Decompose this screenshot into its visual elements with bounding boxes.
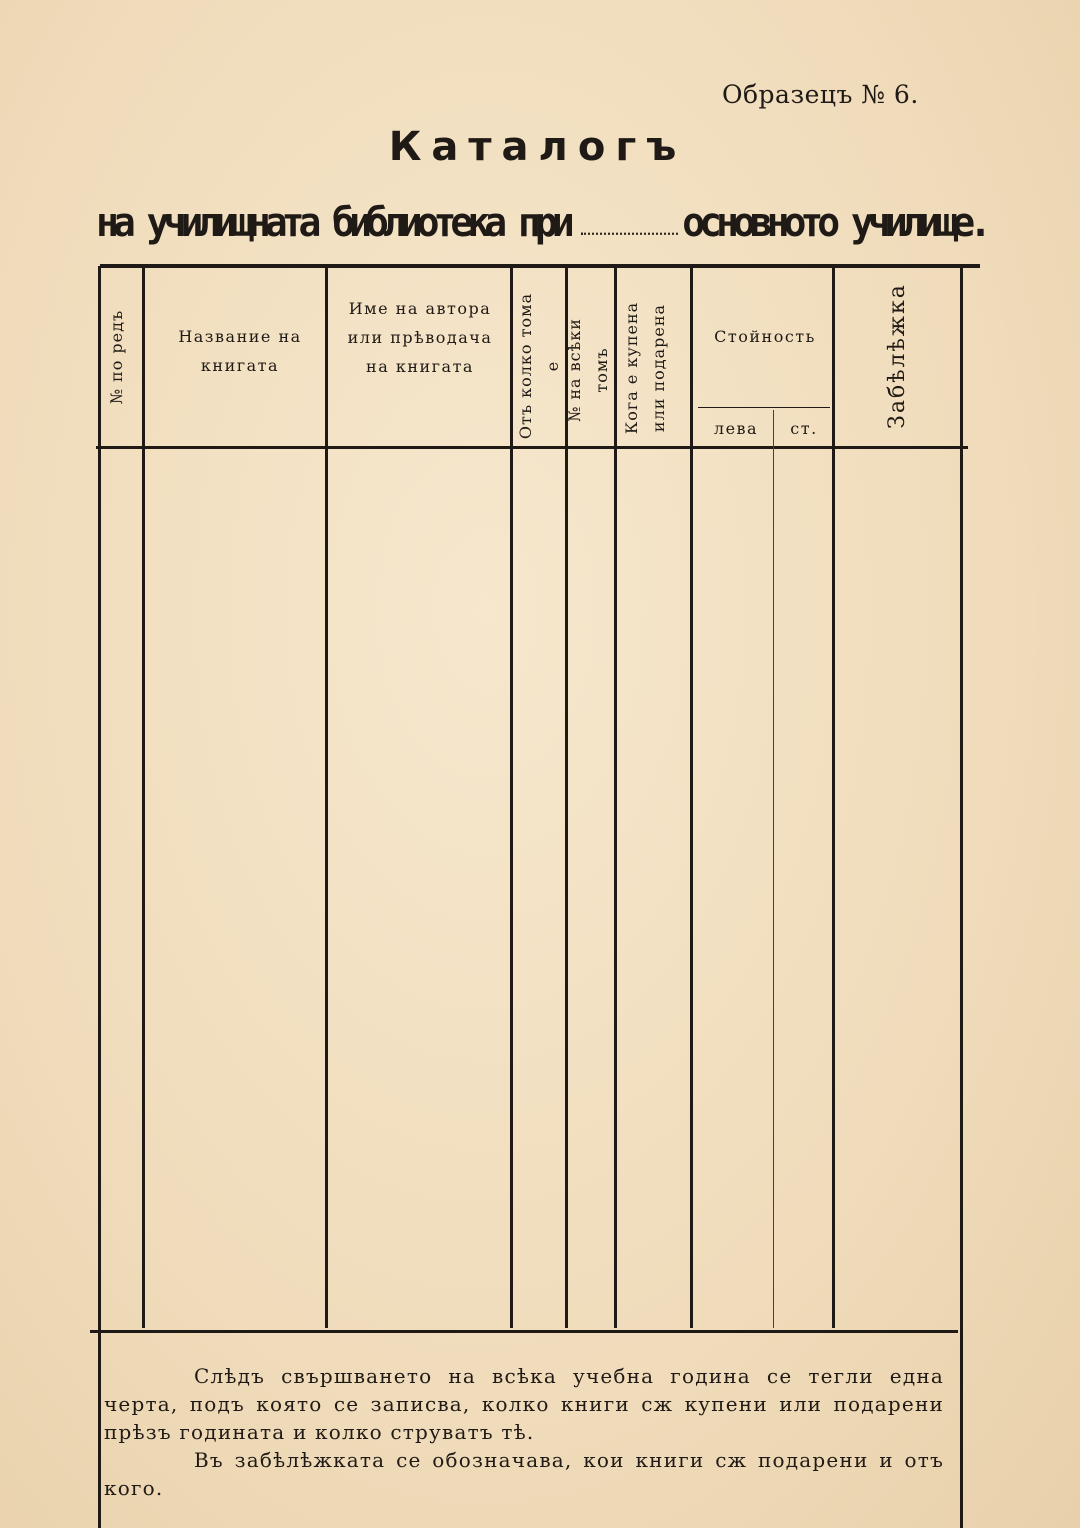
subtitle-right: основното училище. xyxy=(682,199,986,246)
header-value-leva: лева xyxy=(713,419,759,438)
subtitle-left: на училищната библиотека при xyxy=(96,199,569,246)
footnote-paragraph-2: Въ забѣлѣжката се обозначава, кои книги сж подарени и отъ кого. xyxy=(104,1448,944,1500)
header-volumes-total: Отъ колко тома е xyxy=(516,292,562,440)
column-rule xyxy=(960,266,963,1528)
footnote xyxy=(104,1362,944,1502)
subtitle xyxy=(96,191,986,246)
column-rule xyxy=(832,266,835,1328)
sample-number: Образецъ № 6. xyxy=(722,80,919,109)
header-book-title: Название на книгата xyxy=(178,327,302,375)
table-top-rule xyxy=(100,264,980,268)
footnote-paragraph-1: Слѣдъ свършването на всѣка учебна година се тегли една черта, подъ която се записва, колко книги сж купени или подарени прѣзъ годината и колко струватъ тѣ. xyxy=(104,1364,944,1444)
column-rule xyxy=(325,266,328,1328)
value-subdivider xyxy=(698,407,830,408)
header-value: Стойность xyxy=(714,327,816,346)
column-rule xyxy=(773,410,774,1328)
table-bottom-rule xyxy=(90,1330,958,1333)
header-acquired: Кога е купена или подарена xyxy=(622,301,668,435)
header-author: Име на автора или прѣводача на книгата xyxy=(347,299,493,376)
header-order-no: № по редъ xyxy=(107,309,126,405)
column-rule xyxy=(142,266,145,1328)
page-title: Каталогъ xyxy=(388,124,687,170)
header-volume-no: № на всѣки томъ xyxy=(565,318,611,422)
header-remark: Забѣлѣжка xyxy=(885,283,910,429)
header-value-st: ст. xyxy=(790,419,818,438)
blank-line[interactable] xyxy=(581,233,679,235)
column-rule xyxy=(98,266,101,1528)
header-bottom-rule xyxy=(96,446,968,449)
